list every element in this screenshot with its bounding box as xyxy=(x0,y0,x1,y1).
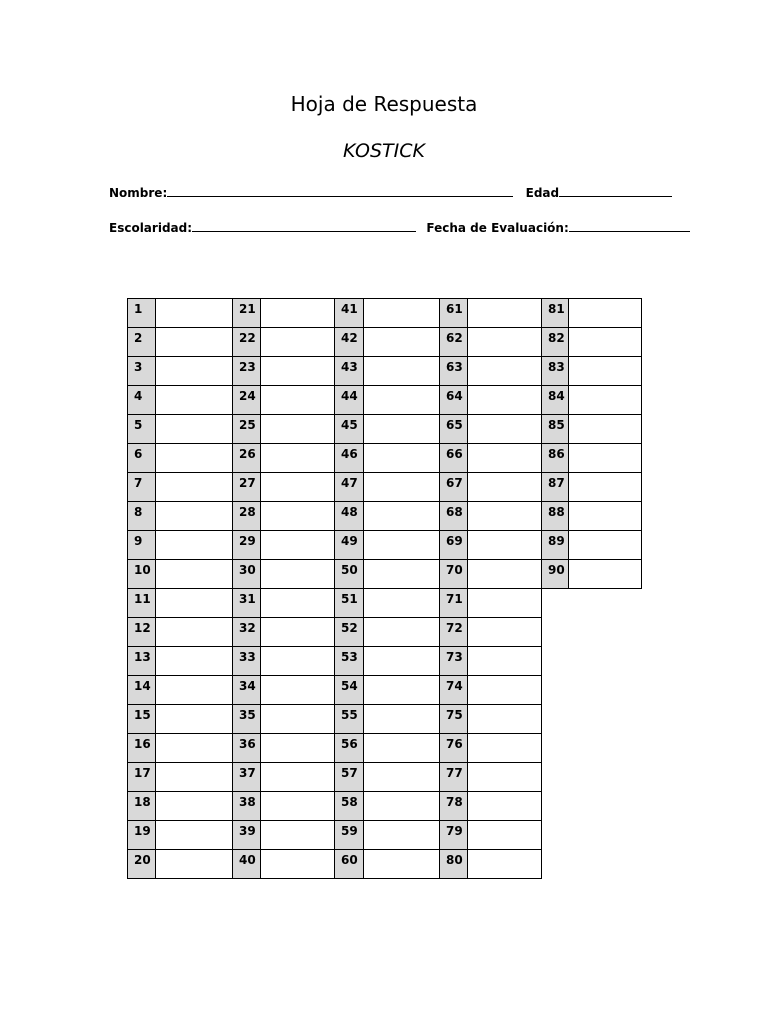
answer-row xyxy=(233,473,335,502)
question-number: 53 xyxy=(335,647,364,676)
answer-cell[interactable] xyxy=(364,531,440,560)
answer-cell[interactable] xyxy=(468,647,542,676)
question-number: 63 xyxy=(440,357,468,386)
answer-row xyxy=(233,763,335,792)
question-number: 33 xyxy=(233,647,261,676)
question-number: 38 xyxy=(233,792,261,821)
answer-cell[interactable] xyxy=(569,531,642,560)
answer-cell[interactable] xyxy=(364,734,440,763)
answer-cell[interactable] xyxy=(156,647,233,676)
answer-cell[interactable] xyxy=(468,502,542,531)
answer-cell[interactable] xyxy=(261,357,335,386)
question-number: 26 xyxy=(233,444,261,473)
question-number: 12 xyxy=(128,618,156,647)
question-number: 76 xyxy=(440,734,468,763)
answer-row xyxy=(233,821,335,850)
answer-cell[interactable] xyxy=(261,415,335,444)
answer-row xyxy=(233,618,335,647)
question-number: 65 xyxy=(440,415,468,444)
question-number: 7 xyxy=(128,473,156,502)
question-number: 35 xyxy=(233,705,261,734)
answer-row xyxy=(335,386,440,415)
question-number: 62 xyxy=(440,328,468,357)
question-number: 84 xyxy=(542,386,569,415)
answer-cell[interactable] xyxy=(261,386,335,415)
answer-row xyxy=(440,444,542,473)
question-number: 44 xyxy=(335,386,364,415)
answer-row xyxy=(542,415,642,444)
answer-cell[interactable] xyxy=(364,589,440,618)
answer-cell[interactable] xyxy=(468,676,542,705)
answer-cell[interactable] xyxy=(468,357,542,386)
answer-row xyxy=(440,821,542,850)
answer-row xyxy=(542,502,642,531)
answer-row xyxy=(128,589,233,618)
fecha-field[interactable] xyxy=(569,219,690,232)
question-number: 2 xyxy=(128,328,156,357)
question-number: 22 xyxy=(233,328,261,357)
answer-row xyxy=(128,618,233,647)
answer-row xyxy=(128,357,233,386)
question-number: 86 xyxy=(542,444,569,473)
question-number: 46 xyxy=(335,444,364,473)
answer-row xyxy=(440,618,542,647)
nombre-field[interactable] xyxy=(167,184,513,197)
answer-row xyxy=(128,676,233,705)
question-number: 37 xyxy=(233,763,261,792)
answer-cell[interactable] xyxy=(569,386,642,415)
question-number: 43 xyxy=(335,357,364,386)
answer-cell[interactable] xyxy=(364,328,440,357)
answer-row xyxy=(128,531,233,560)
answer-cell[interactable] xyxy=(156,589,233,618)
question-number: 58 xyxy=(335,792,364,821)
answer-cell[interactable] xyxy=(364,473,440,502)
answer-cell[interactable] xyxy=(261,763,335,792)
question-number: 72 xyxy=(440,618,468,647)
answer-row xyxy=(335,647,440,676)
edad-label: Edad xyxy=(525,186,560,200)
answer-cell[interactable] xyxy=(468,618,542,647)
answer-cell[interactable] xyxy=(569,560,642,589)
question-number: 47 xyxy=(335,473,364,502)
answer-row xyxy=(128,415,233,444)
answer-row xyxy=(128,734,233,763)
answer-row xyxy=(440,328,542,357)
answer-row xyxy=(335,792,440,821)
answer-row xyxy=(440,763,542,792)
answer-row xyxy=(542,328,642,357)
answer-row xyxy=(440,676,542,705)
question-number: 77 xyxy=(440,763,468,792)
answer-row xyxy=(233,560,335,589)
question-number: 8 xyxy=(128,502,156,531)
answer-row xyxy=(440,473,542,502)
answer-cell[interactable] xyxy=(156,850,233,879)
question-number: 59 xyxy=(335,821,364,850)
answer-cell[interactable] xyxy=(468,705,542,734)
answer-cell[interactable] xyxy=(261,328,335,357)
answer-cell[interactable] xyxy=(156,531,233,560)
question-number: 16 xyxy=(128,734,156,763)
answer-cell[interactable] xyxy=(261,647,335,676)
answer-cell[interactable] xyxy=(364,821,440,850)
answer-cell[interactable] xyxy=(261,299,335,328)
answer-cell[interactable] xyxy=(569,415,642,444)
answer-cell[interactable] xyxy=(468,328,542,357)
answer-cell[interactable] xyxy=(261,618,335,647)
answer-row xyxy=(440,299,542,328)
answer-cell[interactable] xyxy=(364,386,440,415)
question-number: 36 xyxy=(233,734,261,763)
answer-cell[interactable] xyxy=(468,560,542,589)
answer-row xyxy=(440,560,542,589)
question-number: 45 xyxy=(335,415,364,444)
question-number: 54 xyxy=(335,676,364,705)
answer-row xyxy=(542,386,642,415)
question-number: 24 xyxy=(233,386,261,415)
answer-row xyxy=(128,560,233,589)
answer-cell[interactable] xyxy=(569,444,642,473)
answer-cell[interactable] xyxy=(156,444,233,473)
answer-column-4 xyxy=(439,298,542,879)
answer-row xyxy=(128,299,233,328)
answer-cell[interactable] xyxy=(156,415,233,444)
answer-cell[interactable] xyxy=(261,734,335,763)
answer-cell[interactable] xyxy=(156,734,233,763)
answer-row xyxy=(128,763,233,792)
answer-row xyxy=(128,705,233,734)
answer-cell[interactable] xyxy=(468,821,542,850)
question-number: 52 xyxy=(335,618,364,647)
answer-cell[interactable] xyxy=(468,444,542,473)
answer-cell[interactable] xyxy=(156,386,233,415)
answer-cell[interactable] xyxy=(364,299,440,328)
answer-row xyxy=(440,531,542,560)
answer-cell[interactable] xyxy=(468,734,542,763)
answer-row xyxy=(335,850,440,879)
question-number: 79 xyxy=(440,821,468,850)
answer-cell[interactable] xyxy=(468,299,542,328)
answer-row xyxy=(440,357,542,386)
answer-cell[interactable] xyxy=(156,299,233,328)
answer-row xyxy=(233,299,335,328)
question-number: 61 xyxy=(440,299,468,328)
answer-cell[interactable] xyxy=(364,763,440,792)
answer-row xyxy=(233,415,335,444)
answer-cell[interactable] xyxy=(156,618,233,647)
question-number: 82 xyxy=(542,328,569,357)
question-number: 39 xyxy=(233,821,261,850)
answer-cell[interactable] xyxy=(261,473,335,502)
question-number: 56 xyxy=(335,734,364,763)
question-number: 68 xyxy=(440,502,468,531)
question-number: 32 xyxy=(233,618,261,647)
answer-row xyxy=(128,821,233,850)
question-number: 31 xyxy=(233,589,261,618)
answer-row xyxy=(440,589,542,618)
question-number: 23 xyxy=(233,357,261,386)
answer-column-1 xyxy=(127,298,233,879)
answer-cell[interactable] xyxy=(468,473,542,502)
answer-row xyxy=(335,589,440,618)
question-number: 11 xyxy=(128,589,156,618)
answer-row xyxy=(128,502,233,531)
question-number: 69 xyxy=(440,531,468,560)
answer-row xyxy=(440,734,542,763)
fecha-label: Fecha de Evaluación: xyxy=(426,221,569,235)
answer-cell[interactable] xyxy=(569,299,642,328)
answer-cell[interactable] xyxy=(261,676,335,705)
answer-cell[interactable] xyxy=(261,821,335,850)
answer-row xyxy=(335,705,440,734)
question-number: 49 xyxy=(335,531,364,560)
question-number: 6 xyxy=(128,444,156,473)
answer-row xyxy=(128,647,233,676)
answer-cell[interactable] xyxy=(364,502,440,531)
answer-row xyxy=(335,560,440,589)
answer-row xyxy=(335,676,440,705)
answer-row xyxy=(542,299,642,328)
answer-cell[interactable] xyxy=(364,850,440,879)
answer-cell[interactable] xyxy=(468,531,542,560)
answer-row xyxy=(233,850,335,879)
question-number: 29 xyxy=(233,531,261,560)
answer-cell[interactable] xyxy=(468,850,542,879)
answer-row xyxy=(233,328,335,357)
answer-row xyxy=(335,502,440,531)
answer-cell[interactable] xyxy=(364,676,440,705)
answer-cell[interactable] xyxy=(156,705,233,734)
answer-cell[interactable] xyxy=(364,444,440,473)
question-number: 73 xyxy=(440,647,468,676)
answer-row xyxy=(440,705,542,734)
question-number: 21 xyxy=(233,299,261,328)
answer-row xyxy=(335,357,440,386)
question-number: 25 xyxy=(233,415,261,444)
answer-cell[interactable] xyxy=(364,357,440,386)
question-number: 50 xyxy=(335,560,364,589)
answer-row xyxy=(542,357,642,386)
question-number: 19 xyxy=(128,821,156,850)
answer-row xyxy=(335,618,440,647)
answer-row xyxy=(128,386,233,415)
question-number: 89 xyxy=(542,531,569,560)
answer-cell[interactable] xyxy=(261,850,335,879)
answer-row xyxy=(128,473,233,502)
question-number: 3 xyxy=(128,357,156,386)
answer-row xyxy=(335,531,440,560)
answer-cell[interactable] xyxy=(364,792,440,821)
question-number: 42 xyxy=(335,328,364,357)
answer-row xyxy=(335,821,440,850)
answer-cell[interactable] xyxy=(261,444,335,473)
answer-row xyxy=(440,792,542,821)
question-number: 88 xyxy=(542,502,569,531)
answer-row xyxy=(233,386,335,415)
answer-cell[interactable] xyxy=(468,415,542,444)
question-number: 30 xyxy=(233,560,261,589)
answer-row xyxy=(542,473,642,502)
answer-cell[interactable] xyxy=(569,328,642,357)
answer-cell[interactable] xyxy=(569,473,642,502)
question-number: 70 xyxy=(440,560,468,589)
answer-row xyxy=(128,850,233,879)
question-number: 13 xyxy=(128,647,156,676)
answer-row xyxy=(335,328,440,357)
answer-column-2 xyxy=(232,298,335,879)
answer-row xyxy=(335,415,440,444)
answer-row xyxy=(335,444,440,473)
question-number: 78 xyxy=(440,792,468,821)
answer-row xyxy=(335,763,440,792)
question-number: 57 xyxy=(335,763,364,792)
question-number: 85 xyxy=(542,415,569,444)
question-number: 18 xyxy=(128,792,156,821)
answer-row xyxy=(233,647,335,676)
question-number: 74 xyxy=(440,676,468,705)
question-number: 15 xyxy=(128,705,156,734)
question-number: 34 xyxy=(233,676,261,705)
answer-cell[interactable] xyxy=(261,502,335,531)
school-date-row xyxy=(109,219,690,235)
answer-cell[interactable] xyxy=(261,792,335,821)
answer-row xyxy=(542,560,642,589)
answer-row xyxy=(233,705,335,734)
question-number: 17 xyxy=(128,763,156,792)
answer-row xyxy=(128,328,233,357)
name-age-row xyxy=(109,184,672,200)
answer-cell[interactable] xyxy=(156,560,233,589)
answer-cell[interactable] xyxy=(261,531,335,560)
answer-row xyxy=(233,676,335,705)
question-number: 5 xyxy=(128,415,156,444)
question-number: 40 xyxy=(233,850,261,879)
answer-cell[interactable] xyxy=(468,763,542,792)
answer-cell[interactable] xyxy=(569,357,642,386)
answer-cell[interactable] xyxy=(156,792,233,821)
answer-cell[interactable] xyxy=(364,560,440,589)
answer-row xyxy=(233,792,335,821)
test-name: KOSTICK xyxy=(343,140,425,162)
question-number: 60 xyxy=(335,850,364,879)
escolaridad-field[interactable] xyxy=(192,219,416,232)
question-number: 64 xyxy=(440,386,468,415)
answer-cell[interactable] xyxy=(569,502,642,531)
answer-column-5 xyxy=(541,298,642,589)
answer-cell[interactable] xyxy=(261,705,335,734)
answer-row xyxy=(128,444,233,473)
edad-field[interactable] xyxy=(559,184,672,197)
answer-row xyxy=(542,444,642,473)
answer-cell[interactable] xyxy=(468,589,542,618)
answer-cell[interactable] xyxy=(156,502,233,531)
answer-cell[interactable] xyxy=(156,763,233,792)
answer-row xyxy=(233,734,335,763)
question-number: 27 xyxy=(233,473,261,502)
answer-cell[interactable] xyxy=(364,647,440,676)
question-number: 1 xyxy=(128,299,156,328)
question-number: 28 xyxy=(233,502,261,531)
answer-cell[interactable] xyxy=(364,415,440,444)
question-number: 87 xyxy=(542,473,569,502)
answer-row xyxy=(440,850,542,879)
answer-cell[interactable] xyxy=(156,473,233,502)
answer-row xyxy=(440,415,542,444)
question-number: 48 xyxy=(335,502,364,531)
question-number: 66 xyxy=(440,444,468,473)
question-number: 67 xyxy=(440,473,468,502)
question-number: 81 xyxy=(542,299,569,328)
answer-cell[interactable] xyxy=(364,705,440,734)
answer-row xyxy=(335,299,440,328)
answer-cell[interactable] xyxy=(468,792,542,821)
answer-column-3 xyxy=(334,298,440,879)
answer-row xyxy=(233,444,335,473)
page-title: Hoja de Respuesta xyxy=(290,92,478,116)
question-number: 75 xyxy=(440,705,468,734)
answer-cell[interactable] xyxy=(261,589,335,618)
answer-cell[interactable] xyxy=(156,357,233,386)
answer-row xyxy=(335,473,440,502)
answer-row xyxy=(335,734,440,763)
question-number: 83 xyxy=(542,357,569,386)
answer-cell[interactable] xyxy=(156,328,233,357)
answer-row xyxy=(233,357,335,386)
answer-row xyxy=(440,647,542,676)
question-number: 10 xyxy=(128,560,156,589)
answer-cell[interactable] xyxy=(364,618,440,647)
escolaridad-label: Escolaridad: xyxy=(109,221,193,235)
question-number: 9 xyxy=(128,531,156,560)
answer-cell[interactable] xyxy=(468,386,542,415)
answer-row xyxy=(233,589,335,618)
answer-row xyxy=(233,502,335,531)
question-number: 4 xyxy=(128,386,156,415)
answer-row xyxy=(128,792,233,821)
question-number: 41 xyxy=(335,299,364,328)
question-number: 20 xyxy=(128,850,156,879)
question-number: 55 xyxy=(335,705,364,734)
answer-cell[interactable] xyxy=(261,560,335,589)
answer-cell[interactable] xyxy=(156,676,233,705)
question-number: 14 xyxy=(128,676,156,705)
answer-row xyxy=(440,502,542,531)
answer-row xyxy=(233,531,335,560)
question-number: 90 xyxy=(542,560,569,589)
answer-row xyxy=(542,531,642,560)
nombre-label: Nombre: xyxy=(109,186,168,200)
question-number: 71 xyxy=(440,589,468,618)
answer-cell[interactable] xyxy=(156,821,233,850)
question-number: 80 xyxy=(440,850,468,879)
question-number: 51 xyxy=(335,589,364,618)
answer-row xyxy=(440,386,542,415)
